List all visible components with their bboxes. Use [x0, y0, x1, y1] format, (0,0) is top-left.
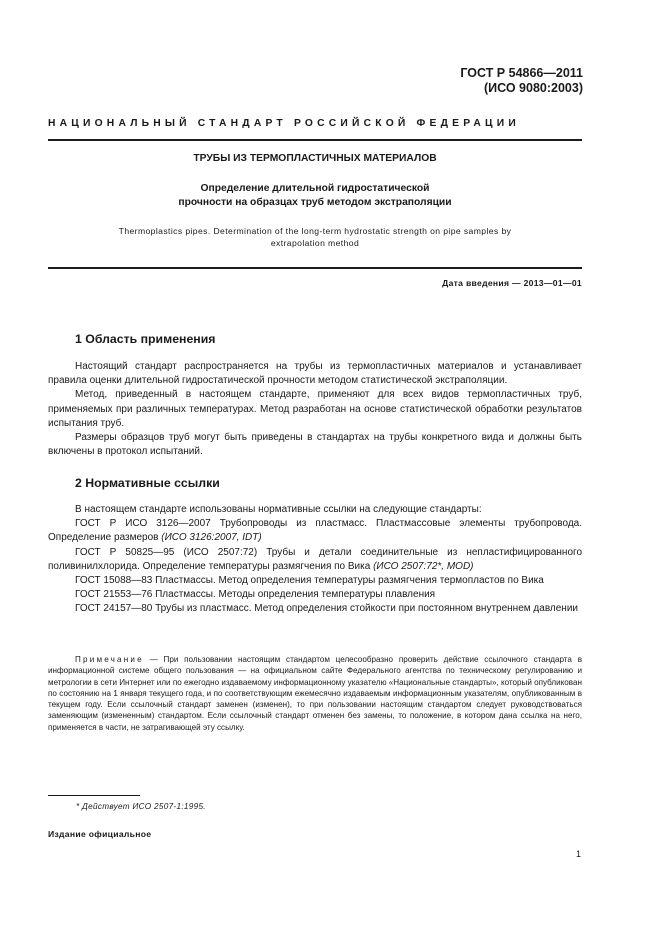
edition-label: Издание официальное [48, 829, 152, 839]
reference-2 [48, 546, 582, 574]
note-label: Примечание [75, 655, 144, 664]
note-block [48, 654, 582, 733]
section-1-paragraph-2: Метод, приведенный в настоящем стандарте, применяют для всех видов термопластичных труб, применяемых при различных температурах. Метод разработан на основе статистической обработки результатов испытания труб. [48, 389, 582, 429]
document-title: ТРУБЫ ИЗ ТЕРМОПЛАСТИЧНЫХ МАТЕРИАЛОВ [193, 153, 437, 164]
document-subtitle [48, 182, 582, 210]
note-paragraph [48, 654, 582, 733]
reference-1-text: ГОСТ Р ИСО 3126—2007 Трубопроводы из пластмасс. Пластмассовые элементы трубопровода. Определение размеров [48, 518, 582, 544]
subtitle-line-1: Определение длительной гидростатической [200, 183, 430, 194]
reference-4: ГОСТ 21553—76 Пластмассы. Методы определения температуры плавления [75, 589, 436, 601]
reference-3: ГОСТ 15088—83 Пластмассы. Метод определения температуры размягчения термопластов по Вика [75, 575, 544, 587]
section-2-intro: В настоящем стандарте использованы нормативные ссылки на следующие стандарты: [75, 504, 482, 515]
reference-5: ГОСТ 24157—80 Трубы из пластмасс. Метод определения стойкости при постоянном внутреннем давлении [75, 603, 578, 615]
page-number: 1 [575, 849, 581, 859]
english-title-line-2: extrapolation method [270, 238, 360, 248]
section-1-paragraph-3: Размеры образцов труб могут быть приведены в стандартах на трубы конкретного вида и должны быть включены в протокол испытаний. [48, 432, 582, 458]
title-rule [48, 267, 582, 269]
reference-1-iso: (ИСО 3126:2007, IDT) [161, 532, 262, 544]
document-code-block [460, 66, 583, 96]
note-text: — При пользовании настоящим стандартом целесообразно проверить действие ссылочного стандарта в информационной системе общего пользования — на официальном сайте Федерального агентства по техническому регулированию и метрологии в сети Интернет или по ежегодно издаваемому информационному указателю «Национальные стандарты», который опубликован по состоянию на 1 января текущего года, и по соответствующим ежемесячно издаваемым информационным указателям, опубликованным в текущем году. Если ссылочный стандарт заменен (изменен), то при пользовании настоящим стандартом следует руководствоваться заменяющим (измененным) стандартом. Если ссылочный стандарт отменен без замены, то положение, в котором дана ссылка на него, применяется в части, не затрагивающей эту ссылку. [48, 655, 582, 732]
section-2-heading: 2 Нормативные ссылки [75, 476, 220, 490]
footnote-rule [48, 795, 140, 796]
section-1-body [48, 360, 582, 459]
footnote: * Действует ИСО 2507-1:1995. [76, 802, 206, 811]
section-1-paragraph-1: Настоящий стандарт распространяется на трубы из термопластичных материалов и устанавливает правила оценки длительной гидростатической прочности методом статистической экстраполяции. [48, 361, 582, 387]
iso-number: (ИСО 9080:2003) [484, 81, 583, 95]
reference-2-iso: (ИСО 2507:72*, MOD) [373, 560, 474, 572]
english-title-line-1: Thermoplastics pipes. Determination of the long-term hydrostatic strength on pipe samples by [118, 226, 512, 236]
reference-1 [48, 517, 582, 545]
section-1-heading: 1 Область применения [75, 332, 216, 346]
header-rule [48, 139, 582, 141]
national-standard-banner: НАЦИОНАЛЬНЫЙ СТАНДАРТ РОССИЙСКОЙ ФЕДЕРАЦИИ [48, 118, 520, 129]
std-number: ГОСТ Р 54866—2011 [460, 66, 583, 80]
section-2-body [48, 503, 582, 617]
introduction-date: Дата введения — 2013—01—01 [442, 278, 582, 288]
reference-2-text: ГОСТ Р 50825—95 (ИСО 2507:72) Трубы и детали соединительные из непластифицированного поливинилхлорида. Определение температуры размягчения по Вика [48, 546, 582, 572]
english-title [80, 225, 550, 249]
subtitle-line-2: прочности на образцах труб методом экстраполяции [178, 197, 452, 208]
